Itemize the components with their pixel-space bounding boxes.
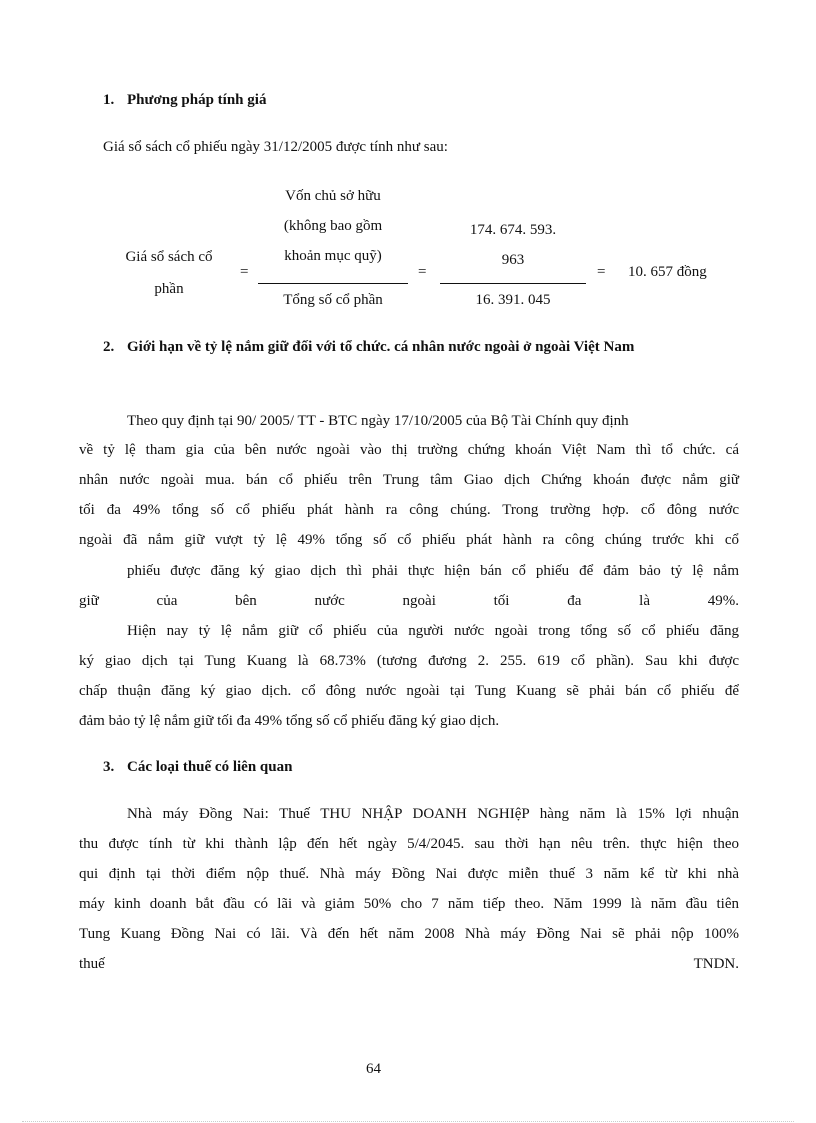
section-1-heading bbox=[103, 92, 266, 109]
section-1-title: Phương pháp tính giá bbox=[127, 92, 267, 108]
section-2-line: Theo quy định tại 90/ 2005/ TT - BTC ngày 17/10/2005 của Bộ Tài Chính quy định bbox=[127, 413, 629, 429]
section-1-number: 1. bbox=[103, 92, 115, 108]
formula-numerator-line2: (không bao gồm bbox=[283, 218, 383, 234]
page-number: 64 bbox=[366, 1061, 381, 1077]
section-2-line: đảm bảo tỷ lệ nắm giữ tối đa 49% tổng số cổ phiếu đăng ký giao dịch. bbox=[79, 713, 500, 729]
formula-equals-3: = bbox=[597, 264, 606, 280]
formula-value-numerator-line2: 963 bbox=[501, 252, 525, 268]
formula-result: 10. 657 đồng bbox=[628, 264, 707, 280]
section-2-line: ký giao dịch tại Tung Kuang là 68.73% (tương đương 2. 255. 619 cổ phần). Sau khi được bbox=[79, 653, 739, 669]
section-2-line: giữ của bên nước ngoài tối đa là 49%. bbox=[79, 593, 739, 609]
formula-numerator-line1: Vốn chủ sở hữu bbox=[285, 188, 381, 204]
section-3-line: qui định tại thời điểm nộp thuế. Nhà máy Đồng Nai được miễn thuế 3 năm kể từ khi nhà bbox=[79, 866, 739, 882]
section-2-title: Giới hạn về tỷ lệ nắm giữ đối với tổ chức. cá nhân nước ngoài ở ngoài Việt Nam bbox=[127, 339, 635, 355]
section-2-number: 2. bbox=[103, 339, 115, 355]
section-3-title: Các loại thuế có liên quan bbox=[127, 759, 293, 775]
section-2-line: phiếu được đăng ký giao dịch thì phải thực hiện bán cổ phiếu để đảm bảo tỷ lệ nắm bbox=[127, 563, 739, 579]
section-3-heading bbox=[103, 759, 292, 776]
section-3-number: 3. bbox=[103, 759, 115, 775]
section-2-heading bbox=[103, 339, 634, 356]
section-2-line: tối đa 49% tổng số cổ phiếu phát hành ra công chúng. Trong trường hợp. cổ đông nước bbox=[79, 502, 739, 518]
formula-equals-2: = bbox=[418, 264, 427, 280]
formula-fraction-bar-2 bbox=[440, 283, 586, 284]
section-2-line: ngoài đã nắm giữ vượt tỷ lệ 49% tổng số cổ phiếu phát hành ra công chúng trước khi cổ bbox=[79, 532, 739, 548]
section-3-line: thu được tính từ khi thành lập đến hết ngày 5/4/2045. sau thời hạn nêu trên. thực hiện theo bbox=[79, 836, 739, 852]
section-2-line: Hiện nay tỷ lệ nắm giữ cổ phiếu của người nước ngoài trong tổng số cổ phiếu đăng bbox=[127, 623, 739, 639]
formula-value-numerator-line1: 174. 674. 593. bbox=[469, 222, 557, 238]
formula-denominator: Tổng số cổ phần bbox=[283, 292, 383, 308]
section-2-line: về tỷ lệ tham gia của bên nước ngoài vào thị trường chứng khoán Việt Nam thì tổ chức. cá bbox=[79, 442, 739, 458]
section-3-line: Nhà máy Đồng Nai: Thuế THU NHẬP DOANH NGHIệP hàng năm là 15% lợi nhuận bbox=[127, 806, 739, 822]
section-3-line: máy kinh doanh bắt đầu có lãi và giảm 50% cho 7 năm tiếp theo. Năm 1999 là năm đầu tiên bbox=[79, 896, 739, 912]
formula-numerator-line3: khoản mục quỹ) bbox=[284, 248, 382, 264]
formula-lhs-line2: phần bbox=[154, 281, 184, 297]
section-3-line: thuế TNDN. bbox=[79, 956, 739, 972]
formula-lhs-line1: Giá sổ sách cổ bbox=[125, 249, 213, 265]
page-bottom-divider bbox=[22, 1121, 794, 1122]
formula-fraction-bar-1 bbox=[258, 283, 408, 284]
section-1-intro: Giá sổ sách cổ phiếu ngày 31/12/2005 được tính như sau: bbox=[103, 139, 448, 155]
section-3-line: Tung Kuang Đồng Nai có lãi. Và đến hết năm 2008 Nhà máy Đồng Nai sẽ phải nộp 100% bbox=[79, 926, 739, 942]
section-2-line: chấp thuận đăng ký giao dịch. cổ đông nước ngoài tại Tung Kuang sẽ phải bán cổ phiếu để bbox=[79, 683, 739, 699]
section-2-line: nhân nước ngoài mua. bán cổ phiếu trên Trung tâm Giao dịch Chứng khoán được nắm giữ bbox=[79, 472, 739, 488]
formula-equals-1: = bbox=[240, 264, 249, 280]
formula-value-denominator: 16. 391. 045 bbox=[475, 292, 551, 308]
